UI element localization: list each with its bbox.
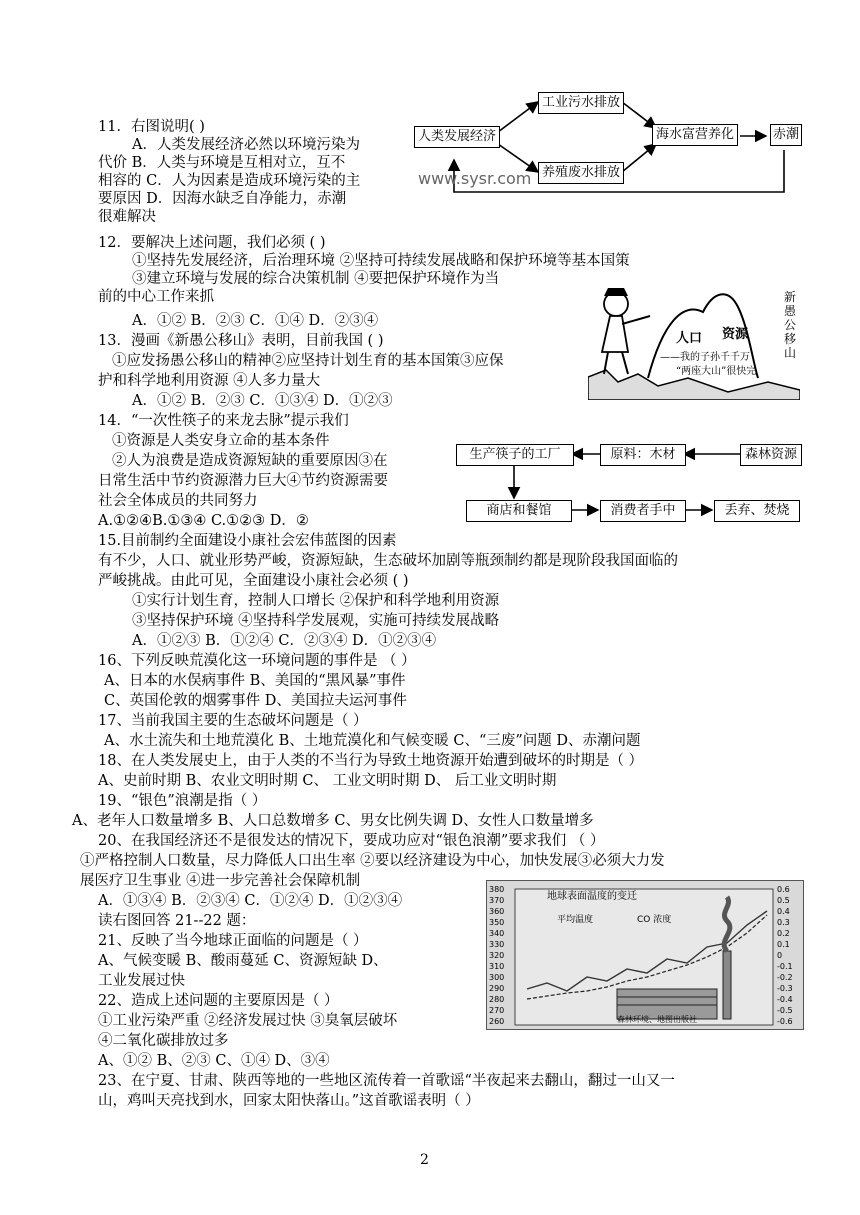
chart-tick-label: 0.4 — [777, 907, 790, 916]
chart-tick-label: -0.4 — [777, 995, 793, 1004]
temperature-chart — [486, 880, 804, 1030]
q13-line: ①应发扬愚公移山的精神②应坚持计划生育的基本国策③应保 — [112, 353, 504, 369]
chart-footer: 森林环境、地图出版社 — [617, 1015, 697, 1024]
chart-tick-label: 260 — [489, 1017, 505, 1026]
chart-tick-label: 0.6 — [777, 885, 790, 894]
q22-line: ④二氧化碳排放过多 — [98, 1033, 229, 1049]
q15-line: ①实行计划生育，控制人口增长 ②保护和科学地利用资源 — [132, 593, 500, 609]
cartoon-title: 新愚公移山 — [784, 290, 797, 360]
q16-options: A、日本的水俣病事件 B、美国的“黑风暴”事件 — [104, 673, 406, 689]
q18-options: A、史前时期 B、农业文明时期 C、 工业文明时期 D、 后工业文明时期 — [98, 773, 557, 789]
flow1-industrial-box: 工业污水排放 — [538, 92, 624, 114]
q11-line: A．人类发展经济必然以环境污染为 — [132, 137, 360, 153]
q12-line: 前的中心工作来抓 — [98, 289, 214, 305]
q22-options: A、①② B、②③ C、①④ D、③④ — [98, 1053, 330, 1069]
q20-line: ①严格控制人口数量，尽力降低人口出生率 ②要以经济建设为中心，加快发展③必须大力发 — [80, 853, 665, 869]
flow1-economy-box: 人类发展经济 — [414, 126, 500, 148]
chart-tick-label: -0.2 — [777, 973, 793, 982]
q16-stem: 16、下列反映荒漠化这一环境问题的事件是 （ ） — [98, 653, 416, 669]
chart-tick-label: -0.1 — [777, 962, 793, 971]
chart-tick-label: -0.6 — [777, 1017, 793, 1026]
q21-stem: 21、反映了当今地球正面临的问题是（ ） — [98, 933, 368, 949]
cartoon-mountain-label: 资源 — [722, 327, 749, 342]
q23-stem: 23、在宁夏、甘肃、陕西等地的一些地区流传着一首歌谣“半夜起来去翻山，翻过一山又一 — [98, 1073, 675, 1089]
q13-options: A．①② B．②③ C．①③④ D．①②③ — [132, 393, 393, 409]
chart-tick-label: -0.3 — [777, 984, 793, 993]
chart-tick-label: 330 — [489, 940, 505, 949]
watermark: www.sysr.com — [418, 169, 532, 188]
flow2-shop-box: 商店和餐馆 — [466, 500, 572, 522]
chart-tick-label: -0.5 — [777, 1006, 793, 1015]
q14-line: ①资源是人类安身立命的基本条件 — [112, 433, 330, 449]
q14-line: ②人为浪费是造成资源短缺的重要原因③在 — [112, 453, 388, 469]
q11-stem: 11．右图说明( ) — [98, 119, 205, 135]
chart-tick-label: 300 — [489, 973, 505, 982]
q20-options: A．①③④ B．②③④ C．①②④ D．①②③④ — [98, 893, 403, 909]
q17-stem: 17、当前我国主要的生态破坏问题是（ ） — [98, 713, 368, 729]
chart-tick-label: 360 — [489, 907, 505, 916]
chart-legend-co2: CO 浓度 — [637, 915, 672, 925]
chart-tick-label: 350 — [489, 918, 505, 927]
q21-intro: 读右图回答 21--22 题： — [98, 913, 256, 929]
chart-tick-label: 0.1 — [777, 940, 790, 949]
q17-options: A、水土流失和土地荒漠化 B、土地荒漠化和气候变暖 C、“三废”问题 D、赤潮问题 — [104, 733, 641, 749]
q12-line: ①坚持先发展经济，后治理环境 ②坚持可持续发展战略和保护环境等基本国策 — [132, 253, 630, 269]
flow2-consumer-box: 消费者手中 — [600, 500, 686, 522]
q20-line: 展医疗卫生事业 ④进一步完善社会保障机制 — [80, 873, 361, 889]
cartoon-mountain-label: 人口 — [676, 331, 703, 346]
chart-tick-label: 320 — [489, 951, 505, 960]
q12-stem: 12．要解决上述问题，我们必须 ( ) — [98, 235, 326, 251]
q13-stem: 13．漫画《新愚公移山》表明，目前我国 ( ) — [98, 333, 384, 349]
flow2-discard-box: 丢弃、焚烧 — [714, 500, 800, 522]
q15-stem: 15.目前制约全面建设小康社会宏伟蓝图的因素 — [98, 533, 397, 549]
chart-title: 地球表面温度的变迁 — [547, 891, 637, 902]
chart-tick-label: 0.3 — [777, 918, 790, 927]
q22-line: ①工业污染严重 ②经济发展过快 ③臭氧层破坏 — [98, 1013, 398, 1029]
chart-tick-label: 340 — [489, 929, 505, 938]
chart-tick-label: 0 — [777, 951, 783, 960]
q15-line: 有不少，人口、就业形势严峻，资源短缺，生态破坏加剧等瓶颈制约都是现阶段我国面临的 — [98, 553, 678, 569]
flow2-forest-box: 森林资源 — [740, 444, 802, 466]
q23-line: 山，鸡叫天亮找到水，回家太阳快落山。”这首歌谣表明（ ） — [98, 1093, 480, 1109]
q13-line: 护和科学地利用资源 ④人多力量大 — [98, 373, 321, 389]
q15-line: ③坚持保护环境 ④坚持科学发展观，实施可持续发展战略 — [132, 613, 500, 629]
q21-options: A、气候变暖 B、酸雨蔓延 C、资源短缺 D、 — [98, 953, 388, 969]
cartoon-caption: ——我的子孙千千万 — [660, 352, 750, 363]
q11-line: 很难解决 — [98, 209, 156, 225]
q11-line: 要原因 D．因海水缺乏自净能力，赤潮 — [98, 191, 347, 207]
q12-line: ③建立环境与发展的综合决策机制 ④要把保护环境作为当 — [132, 271, 500, 287]
chart-tick-label: 370 — [489, 896, 505, 905]
q11-line: 相容的 C．人为因素是造成环境污染的主 — [98, 173, 361, 189]
q14-line: 社会全体成员的共同努力 — [98, 493, 258, 509]
q12-options: A．①② B．②③ C．①④ D．②③④ — [132, 313, 379, 329]
chart-tick-label: 270 — [489, 1006, 505, 1015]
q20-stem: 20、在我国经济还不是很发达的情况下，要成功应对“银色浪潮”要求我们 （ ） — [98, 833, 605, 849]
q22-stem: 22、造成上述问题的主要原因是（ ） — [98, 993, 339, 1009]
q14-stem: 14．“一次性筷子的来龙去脉”提示我们 — [98, 413, 349, 429]
chart-tick-label: 310 — [489, 962, 505, 971]
q14-line: 日常生活中节约资源潜力巨大④节约资源需要 — [98, 473, 388, 489]
flow1-farming-box: 养殖废水排放 — [538, 162, 624, 184]
q11-line: 代价 B．人类与环境是互相对立，互不 — [98, 155, 346, 171]
flow2-factory-box: 生产筷子的工厂 — [456, 444, 574, 466]
q19-options: A、老年人口数量增多 B、人口总数增多 C、男女比例失调 D、女性人口数量增多 — [72, 813, 594, 829]
chart-tick-label: 280 — [489, 995, 505, 1004]
q16-options: C、英国伦敦的烟雾事件 D、美国拉夫运河事件 — [104, 693, 407, 709]
chart-legend-temp: 平均温度 — [557, 915, 594, 925]
q15-line: 严峻挑战。由此可见，全面建设小康社会必须 ( ) — [98, 573, 409, 589]
flow2-material-box: 原料：木材 — [600, 444, 686, 466]
q14-options: A.①②④B.①③④ C.①②③ D．② — [98, 513, 309, 529]
q18-stem: 18、在人类发展史上，由于人类的不当行为导致土地资源开始遭到破坏的时期是（ ） — [98, 753, 644, 769]
chart-tick-label: 0.5 — [777, 896, 790, 905]
q19-stem: 19、“银色”浪潮是指（ ） — [98, 793, 267, 809]
page-number: 2 — [420, 1152, 429, 1168]
q21-options: 工业发展过快 — [98, 973, 185, 989]
chart-tick-label: 0.2 — [777, 929, 790, 938]
cartoon-caption: “两座大山”很快完 — [676, 366, 757, 377]
flow1-red-tide-box: 赤潮 — [770, 124, 802, 146]
chart-tick-label: 380 — [489, 885, 505, 894]
flow1-eutrophication-box: 海水富营养化 — [652, 124, 738, 146]
q15-options: A．①②③ B．①②④ C．②③④ D．①②③④ — [132, 633, 437, 649]
chart-tick-label: 290 — [489, 984, 505, 993]
